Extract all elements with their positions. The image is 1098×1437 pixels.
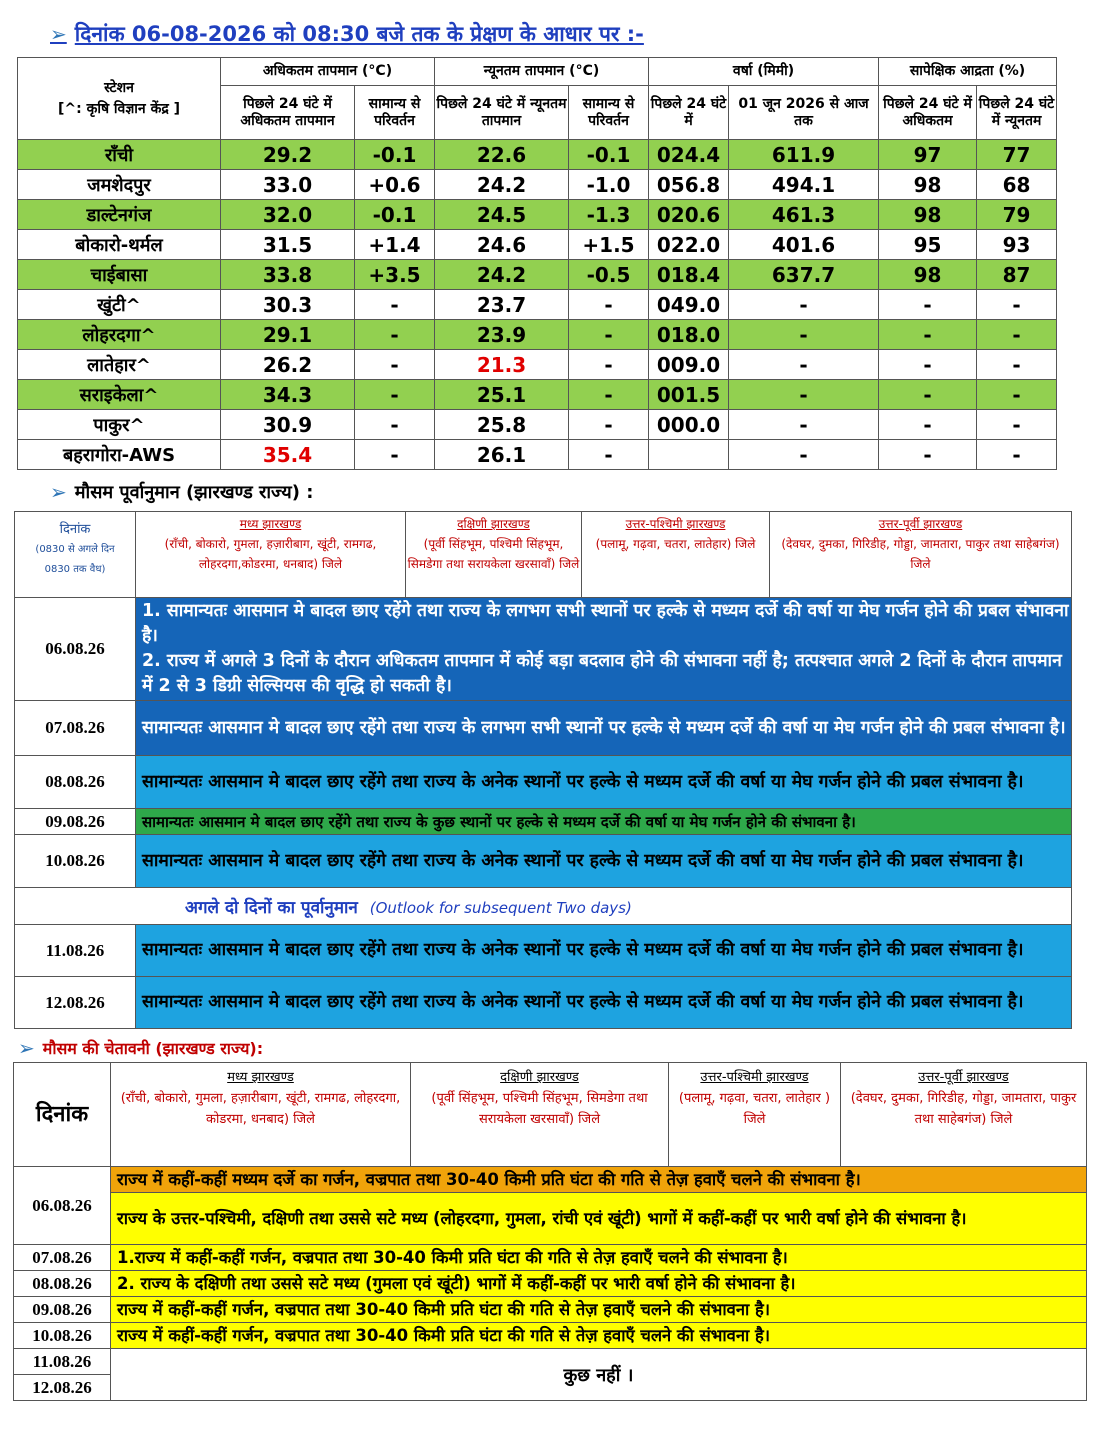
station-name: लातेहार^ [18, 350, 221, 380]
station-name: सराइकेला^ [18, 380, 221, 410]
station-value: 024.4 [649, 140, 729, 170]
station-value: - [569, 320, 649, 350]
station-value: - [355, 350, 435, 380]
region-northwest: उत्तर-पश्चिमी झारखण्ड (पलामू, गढ़वा, चतरा, लातेहार) जिले [582, 512, 770, 598]
warning-table [13, 1062, 1087, 1401]
station-value: 24.2 [435, 170, 569, 200]
forecast-date: 10.08.26 [15, 835, 136, 888]
station-header: स्टेशन [^: कृषि विज्ञान केंद्र ] [18, 58, 221, 140]
forecast-text: सामान्यतः आसमान मे बादल छाए रहेंगे तथा राज्य के लगभग सभी स्थानों पर हल्के से मध्यम दर्जे की वर्षा या मेघ गर्जन होने की प्रबल संभावना है। [136, 701, 1072, 756]
station-value: 009.0 [649, 350, 729, 380]
max-temp-header: अधिकतम तापमान (°C) [221, 58, 435, 86]
station-value: 461.3 [729, 200, 879, 230]
station-value: - [977, 350, 1057, 380]
forecast-text: 1. सामान्यतः आसमान मे बादल छाए रहेंगे तथा राज्य के लगभग सभी स्थानों पर हल्के से मध्यम दर्जे की वर्षा या मेघ गर्जन होने की प्रबल संभावना है। 2. राज्य में अगले 3 दिनों के दौरान अधिकतम तापमान में कोई बड़ा बदलाव होने की संभावना नहीं है; तत्पश्चात अगले 2 दिनों के दौरान तापमान में 2 से 3 डिग्री सेल्सियस की वृद्धि हो सकती है। [136, 598, 1072, 701]
humidity-header: सापेक्षिक आद्रता (%) [879, 58, 1057, 86]
station-name: पाकुर^ [18, 410, 221, 440]
station-value: 056.8 [649, 170, 729, 200]
arrow-bullet-icon: ➢ [50, 22, 67, 46]
station-value: 32.0 [221, 200, 355, 230]
station-value: - [879, 320, 977, 350]
forecast-date: 08.08.26 [15, 756, 136, 809]
outlook-text: सामान्यतः आसमान मे बादल छाए रहेंगे तथा राज्य के अनेक स्थानों पर हल्के से मध्यम दर्जे की वर्षा या मेघ गर्जन होने की प्रबल संभावना है। [136, 977, 1072, 1029]
region-central: मध्य झारखण्ड (राँची, बोकारो, गुमला, हज़ारीबाग, खूंटी, रामगढ, लोहरदगा,कोडरमा, धनबाद) जिले [136, 512, 406, 598]
warning-none: कुछ नहीं । [111, 1349, 1087, 1401]
station-value: 30.9 [221, 410, 355, 440]
station-value: - [729, 440, 879, 470]
station-value: 29.2 [221, 140, 355, 170]
station-value: - [729, 350, 879, 380]
forecast-date-header: दिनांक (0830 से अगले दिन 0830 तक वैध) [15, 512, 136, 598]
station-row [18, 230, 1057, 260]
station-row [18, 440, 1057, 470]
station-value: 68 [977, 170, 1057, 200]
sub-header: सामान्य से परिवर्तन [355, 86, 435, 140]
station-value: 494.1 [729, 170, 879, 200]
station-value: 98 [879, 260, 977, 290]
station-value: 23.9 [435, 320, 569, 350]
station-value: - [355, 380, 435, 410]
warning-date-header: दिनांक [14, 1063, 111, 1167]
station-value: -0.1 [569, 140, 649, 170]
station-value: 30.3 [221, 290, 355, 320]
forecast-date: 09.08.26 [15, 809, 136, 835]
station-value: -0.5 [569, 260, 649, 290]
warning-date: 08.08.26 [14, 1271, 111, 1297]
warning-heading [18, 1036, 263, 1060]
warning-text: राज्य में कहीं-कहीं गर्जन, वज्रपात तथा 30-40 किमी प्रति घंटा की गति से तेज़ हवाएँ चलने की संभावना है। [111, 1323, 1087, 1349]
station-value: 93 [977, 230, 1057, 260]
station-value: 24.2 [435, 260, 569, 290]
forecast-date: 07.08.26 [15, 701, 136, 756]
forecast-date: 06.08.26 [15, 598, 136, 701]
sub-header: पिछले 24 घंटे में न्यूनतम तापमान [435, 86, 569, 140]
station-value: 95 [879, 230, 977, 260]
station-value: - [977, 320, 1057, 350]
station-value: 018.4 [649, 260, 729, 290]
outlook-text: सामान्यतः आसमान मे बादल छाए रहेंगे तथा राज्य के अनेक स्थानों पर हल्के से मध्यम दर्जे की वर्षा या मेघ गर्जन होने की प्रबल संभावना है। [136, 925, 1072, 977]
station-value: - [879, 410, 977, 440]
region-northeast: उत्तर-पूर्वी झारखण्ड (देवघर, दुमका, गिरिडीह, गोड्डा, जामतारा, पाकुर तथा साहेबगंज) जिले [770, 512, 1072, 598]
station-value: 23.7 [435, 290, 569, 320]
station-value: 000.0 [649, 410, 729, 440]
station-value: 401.6 [729, 230, 879, 260]
station-name: जमशेदपुर [18, 170, 221, 200]
station-value: 21.3 [435, 350, 569, 380]
station-value: +3.5 [355, 260, 435, 290]
warn-region-northwest: उत्तर-पश्चिमी झारखण्ड (पलामू, गढ़वा, चतरा, लातेहार ) जिले [669, 1063, 841, 1167]
station-value: - [977, 440, 1057, 470]
station-value: - [729, 320, 879, 350]
station-value: - [729, 410, 879, 440]
warning-text: राज्य के उत्तर-पश्चिमी, दक्षिणी तथा उससे सटे मध्य (लोहरदगा, गुमला, रांची एवं खूंटी) भागों में कहीं-कहीं पर भारी वर्षा होने की संभावना है। [111, 1193, 1087, 1245]
station-value: 22.6 [435, 140, 569, 170]
station-row [18, 170, 1057, 200]
observation-table [17, 57, 1057, 470]
warning-text: 1.राज्य में कहीं-कहीं गर्जन, वज्रपात तथा 30-40 किमी प्रति घंटा की गति से तेज़ हवाएँ चलने की संभावना है। [111, 1245, 1087, 1271]
station-value: +1.4 [355, 230, 435, 260]
station-value: 637.7 [729, 260, 879, 290]
warning-date: 12.08.26 [14, 1375, 111, 1401]
station-value: 020.6 [649, 200, 729, 230]
station-value: -1.0 [569, 170, 649, 200]
sub-header: पिछले 24 घंटे में अधिकतम [879, 86, 977, 140]
rain-header: वर्षा (मिमी) [649, 58, 879, 86]
observation-title: दिनांक 06-08-2026 को 08:30 बजे तक के प्रेक्षण के आधार पर :- [74, 22, 644, 46]
warning-text: राज्य में कहीं-कहीं मध्यम दर्जे का गर्जन, वज्रपात तथा 30-40 किमी प्रति घंटा की गति से तेज़ हवाएँ चलने की संभावना है। [111, 1167, 1087, 1193]
station-row [18, 380, 1057, 410]
station-name: चाईबासा [18, 260, 221, 290]
warn-region-northeast: उत्तर-पूर्वी झारखण्ड (देवघर, दुमका, गिरिडीह, गोड्डा, जामतारा, पाकुर तथा साहेबगंज) जिले [841, 1063, 1087, 1167]
station-value: - [355, 440, 435, 470]
station-value: 022.0 [649, 230, 729, 260]
station-row [18, 290, 1057, 320]
outlook-date: 11.08.26 [15, 925, 136, 977]
station-name: राँची [18, 140, 221, 170]
sub-header: 01 जून 2026 से आज तक [729, 86, 879, 140]
station-value: - [355, 290, 435, 320]
forecast-title: मौसम पूर्वानुमान (झारखण्ड राज्य) : [74, 482, 314, 503]
station-row [18, 140, 1057, 170]
station-value: 24.6 [435, 230, 569, 260]
station-value: 34.3 [221, 380, 355, 410]
sub-header: सामान्य से परिवर्तन [569, 86, 649, 140]
station-value: -1.3 [569, 200, 649, 230]
station-value: - [879, 440, 977, 470]
station-row [18, 200, 1057, 230]
station-value: 33.0 [221, 170, 355, 200]
arrow-bullet-icon: ➢ [18, 1036, 35, 1060]
warning-text: राज्य में कहीं-कहीं गर्जन, वज्रपात तथा 30-40 किमी प्रति घंटा की गति से तेज़ हवाएँ चलने की संभावना है। [111, 1297, 1087, 1323]
station-value: - [569, 380, 649, 410]
station-value: - [729, 290, 879, 320]
station-value: - [569, 410, 649, 440]
station-value: 29.1 [221, 320, 355, 350]
outlook-date: 12.08.26 [15, 977, 136, 1029]
station-row [18, 410, 1057, 440]
station-value: 24.5 [435, 200, 569, 230]
forecast-text: सामान्यतः आसमान मे बादल छाए रहेंगे तथा राज्य के अनेक स्थानों पर हल्के से मध्यम दर्जे की वर्षा या मेघ गर्जन होने की प्रबल संभावना है। [136, 835, 1072, 888]
station-row [18, 260, 1057, 290]
warn-region-central: मध्य झारखण्ड (राँची, बोकारो, गुमला, हज़ारीबाग, खूंटी, रामगढ, लोहरदगा, कोडरमा, धनबाद) जिले [111, 1063, 411, 1167]
station-name: लोहरदगा^ [18, 320, 221, 350]
forecast-heading [50, 480, 313, 504]
station-value: 33.8 [221, 260, 355, 290]
warning-text: 2. राज्य के दक्षिणी तथा उससे सटे मध्य (गुमला एवं खूंटी) भागों में कहीं-कहीं पर भारी वर्षा होने की संभावना है। [111, 1271, 1087, 1297]
station-value: 25.1 [435, 380, 569, 410]
station-value: - [977, 380, 1057, 410]
station-value: -0.1 [355, 140, 435, 170]
station-value: +1.5 [569, 230, 649, 260]
station-name: बोकारो-थर्मल [18, 230, 221, 260]
min-temp-header: न्यूनतम तापमान (°C) [435, 58, 649, 86]
warning-title: मौसम की चेतावनी (झारखण्ड राज्य): [42, 1039, 264, 1058]
station-value: 98 [879, 200, 977, 230]
station-value: 77 [977, 140, 1057, 170]
station-value: 018.0 [649, 320, 729, 350]
station-value: 001.5 [649, 380, 729, 410]
station-value: - [569, 440, 649, 470]
warning-date: 09.08.26 [14, 1297, 111, 1323]
warning-date: 10.08.26 [14, 1323, 111, 1349]
station-value: 25.8 [435, 410, 569, 440]
station-name: डाल्टेनगंज [18, 200, 221, 230]
station-value: 97 [879, 140, 977, 170]
forecast-text: सामान्यतः आसमान मे बादल छाए रहेंगे तथा राज्य के कुछ स्थानों पर हल्के से मध्यम दर्जे की वर्षा या मेघ गर्जन होने की संभावना है। [136, 809, 1072, 835]
warning-date: 07.08.26 [14, 1245, 111, 1271]
station-value: -0.1 [355, 200, 435, 230]
forecast-text: सामान्यतः आसमान मे बादल छाए रहेंगे तथा राज्य के अनेक स्थानों पर हल्के से मध्यम दर्जे की वर्षा या मेघ गर्जन होने की प्रबल संभावना है। [136, 756, 1072, 809]
station-value: - [569, 290, 649, 320]
station-value: - [355, 410, 435, 440]
station-name: बहरागोरा-AWS [18, 440, 221, 470]
station-value: - [879, 380, 977, 410]
sub-header: पिछले 24 घंटे में [649, 86, 729, 140]
station-value: - [977, 410, 1057, 440]
station-value: - [355, 320, 435, 350]
station-value [649, 440, 729, 470]
warn-region-south: दक्षिणी झारखण्ड (पूर्वी सिंहभूम, पश्चिमी सिंहभूम, सिमडेगा तथा सरायकेला खरसावाँ) जिले [411, 1063, 669, 1167]
station-value: - [729, 380, 879, 410]
station-row [18, 350, 1057, 380]
sub-header: पिछले 24 घंटे में न्यूनतम [977, 86, 1057, 140]
station-value: - [879, 290, 977, 320]
station-value: 611.9 [729, 140, 879, 170]
warning-date: 11.08.26 [14, 1349, 111, 1375]
station-name: खुंटी^ [18, 290, 221, 320]
station-value: 87 [977, 260, 1057, 290]
region-south: दक्षिणी झारखण्ड (पूर्वी सिंहभूम, पश्चिमी सिंहभूम, सिमडेगा तथा सरायकेला खरसावाँ) जिले [406, 512, 582, 598]
arrow-bullet-icon: ➢ [50, 480, 67, 504]
station-value: 26.1 [435, 440, 569, 470]
sub-header: पिछले 24 घंटे में अधिकतम तापमान [221, 86, 355, 140]
station-value: 049.0 [649, 290, 729, 320]
warning-date: 06.08.26 [14, 1167, 111, 1245]
station-value: 26.2 [221, 350, 355, 380]
station-value: 79 [977, 200, 1057, 230]
station-value: 98 [879, 170, 977, 200]
station-value: 31.5 [221, 230, 355, 260]
outlook-heading: अगले दो दिनों का पूर्वानुमान (Outlook for subsequent Two days) [15, 888, 1072, 925]
station-value: - [879, 350, 977, 380]
forecast-table [14, 511, 1072, 1029]
observation-heading [50, 20, 644, 48]
station-value: - [569, 350, 649, 380]
station-value: +0.6 [355, 170, 435, 200]
station-value: - [977, 290, 1057, 320]
station-value: 35.4 [221, 440, 355, 470]
station-row [18, 320, 1057, 350]
